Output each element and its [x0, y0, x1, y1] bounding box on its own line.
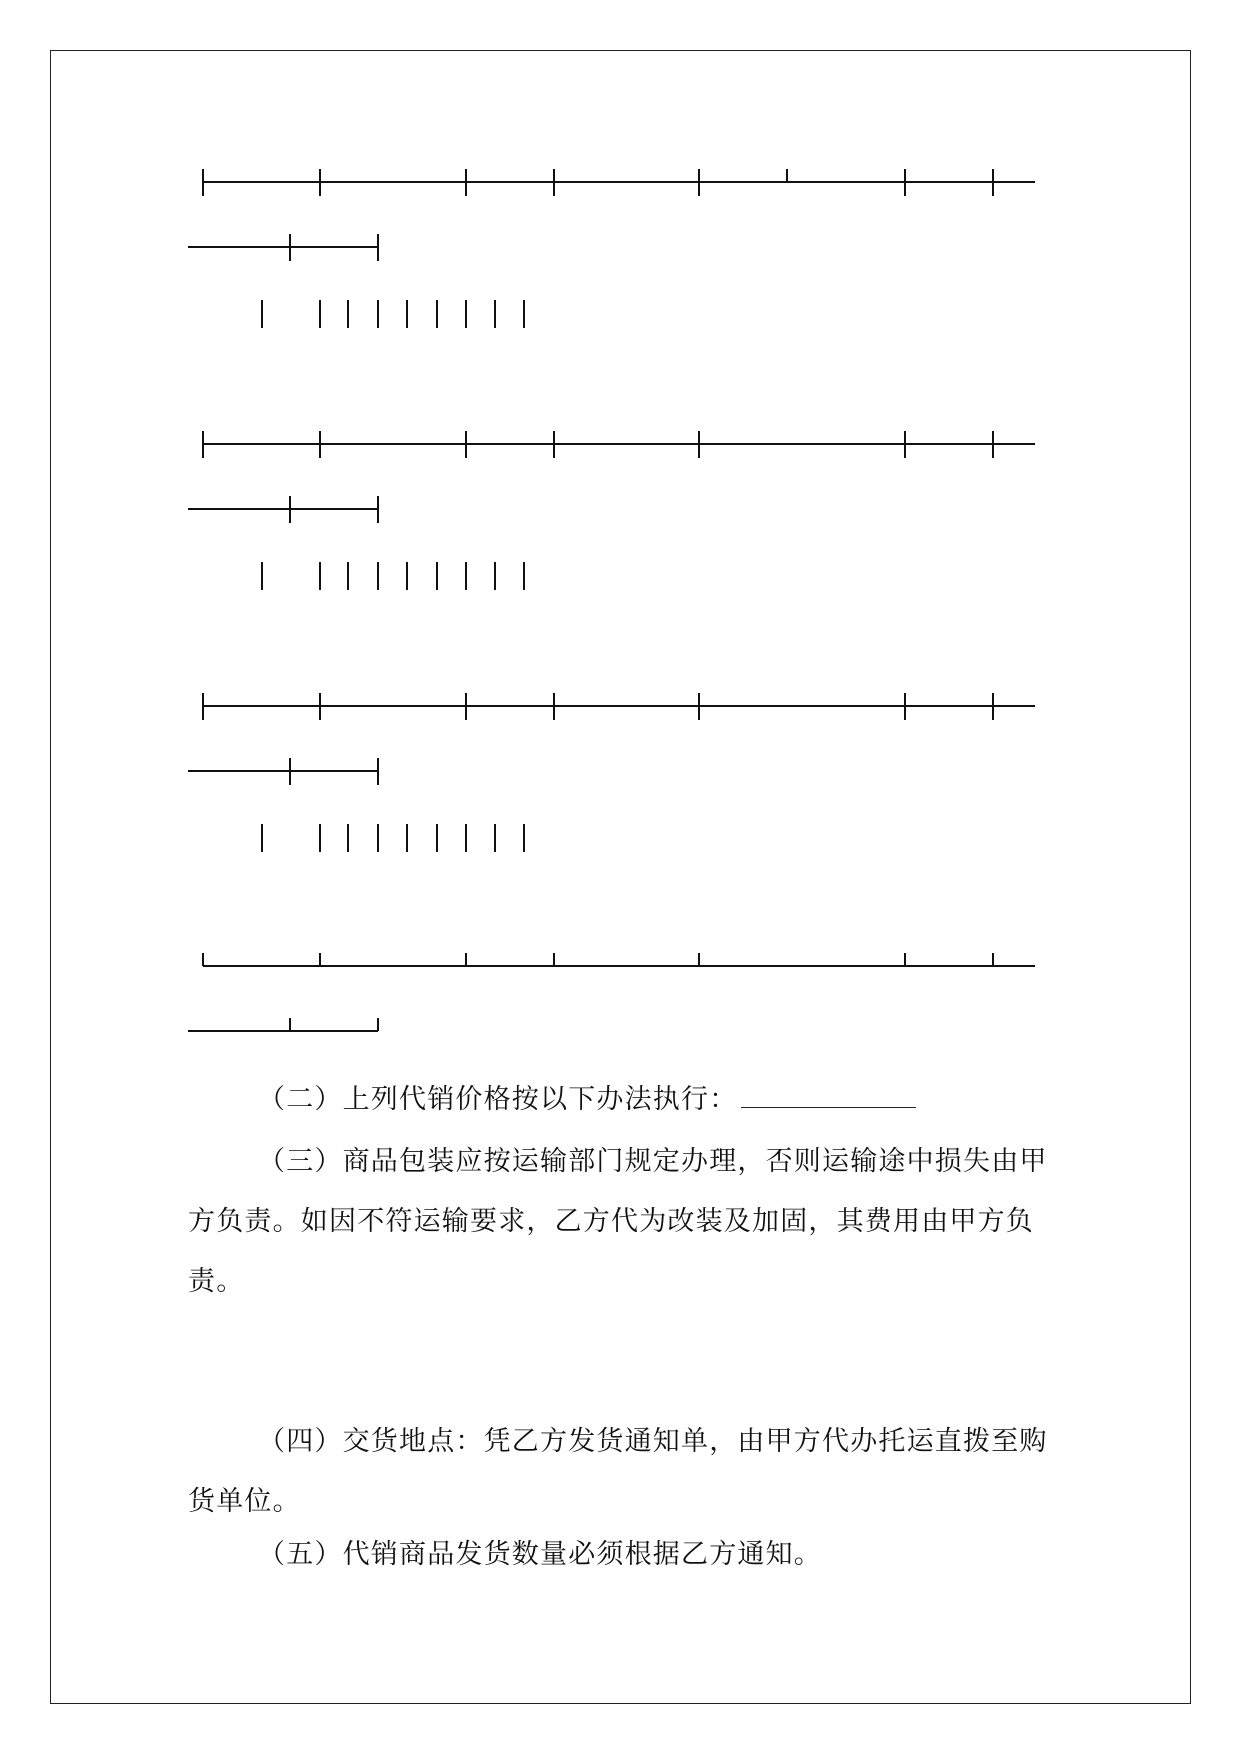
clause-2	[188, 1070, 1058, 1130]
rule-block-3	[188, 693, 1035, 852]
clause-4-text: （四）交货地点：凭乙方发货通知单，由甲方代办托运直拨至购货单位。	[188, 1426, 1048, 1517]
clause-3	[188, 1132, 1058, 1312]
clause-3-text: （三）商品包装应按运输部门规定办理，否则运输途中损失由甲方负责。如因不符运输要求，乙方代为改装及加固，其费用由甲方负责。	[188, 1146, 1048, 1297]
clause-5-text: （五）代销商品发货数量必须根据乙方通知。	[258, 1539, 822, 1570]
rule-block-2	[188, 431, 1035, 590]
clause-5	[188, 1525, 1058, 1585]
rule-block-bottom	[188, 953, 1035, 1031]
fill-in-blank[interactable]	[741, 1077, 916, 1108]
clause-2-text: （二）上列代销价格按以下办法执行：	[258, 1084, 738, 1115]
rule-block-1	[188, 169, 1035, 328]
clause-4	[188, 1412, 1058, 1532]
